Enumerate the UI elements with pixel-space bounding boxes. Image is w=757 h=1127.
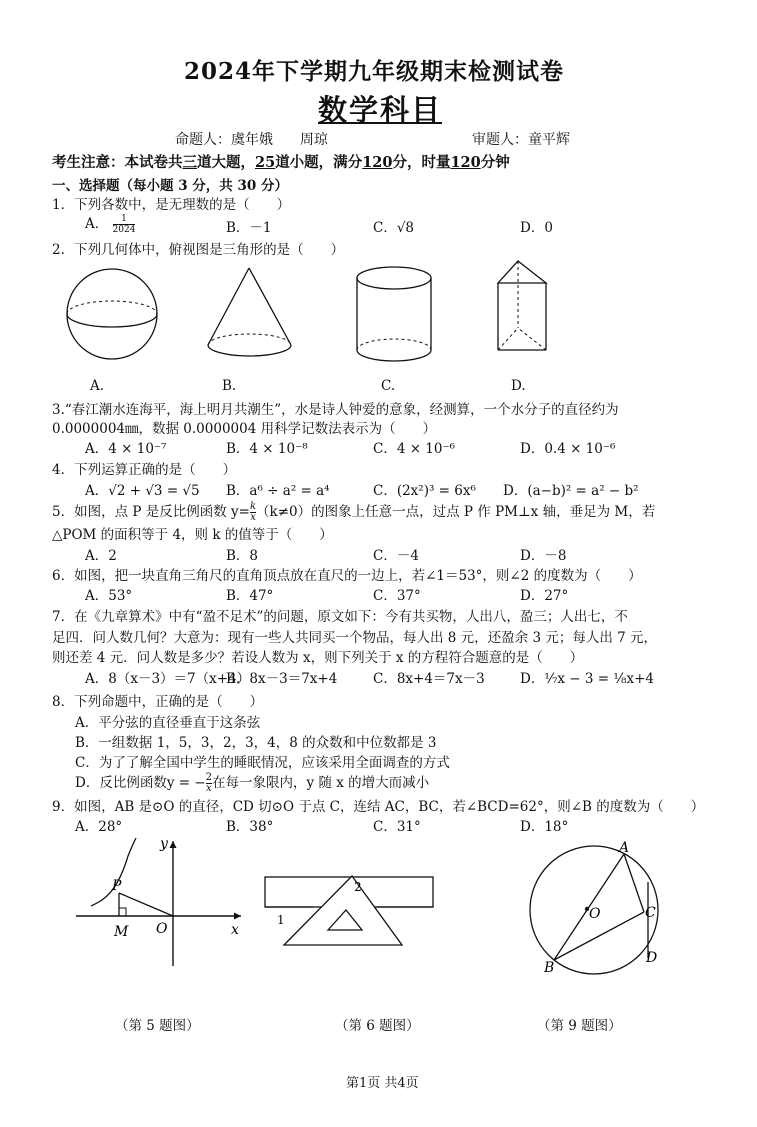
q7-line2: 足四．问人数几何？大意为：现有一些人共同买一个物品，每人出 8 元，还盈余 3 元；每人出 7 元， — [52, 630, 658, 646]
reviewer: 童平辉 — [528, 132, 570, 148]
q7-option-b: B．8x－3＝7x+4 — [226, 671, 338, 687]
notice-text: 分，时量 — [392, 154, 451, 171]
q8-d-text: D．反比例函数y = − — [75, 775, 206, 791]
fig9-label-b: B — [544, 960, 555, 976]
fraction-numerator: k — [249, 501, 257, 512]
reviewer-label: 审题人： — [472, 132, 528, 148]
fig9-label-d: D — [646, 950, 658, 966]
section-heading: 一、选择题（每小题 3 分，共 30 分） — [52, 178, 288, 194]
triangular-prism-figure — [498, 261, 558, 361]
figure-q5 — [76, 836, 256, 976]
q8-d-text: 在每一象限内，y 随 x 的增大而减小 — [212, 775, 430, 791]
q4-option-a: A．√2 + √3 = √5 — [85, 483, 200, 499]
q5-option-d: D．－8 — [520, 548, 567, 564]
author-line — [175, 129, 328, 149]
reviewer-line — [472, 129, 570, 149]
q7-line1: 7．在《九章算术》中有“盈不足术”的问题，原文如下：今有共买物，人出八，盈三；人出七，不 — [52, 609, 628, 625]
authors-label: 命题人： — [175, 132, 231, 148]
q2-option-b: B. — [222, 378, 237, 394]
q7-option-d: D．¹⁄₇x − 3 = ¹⁄₈x+4 — [520, 671, 654, 687]
author1: 虞年娥 — [231, 132, 273, 148]
fraction-numerator: 1 — [113, 214, 136, 225]
option-label: A． — [85, 216, 109, 232]
fig6-caption: （第 6 题图） — [335, 1018, 420, 1034]
q4-option-c: C．(2x²)³ = 6x⁶ — [373, 483, 476, 499]
q9-option-d: D．18° — [520, 819, 569, 835]
q5-option-c: C．－4 — [373, 548, 419, 564]
notice-sections: 三 — [182, 154, 197, 171]
fig5-label-m: M — [114, 924, 129, 940]
q2-option-c: C. — [381, 378, 396, 394]
q6-option-d: D．27° — [520, 588, 569, 604]
q3-line1: 3.“春江潮水连海平，海上明月共潮生”，水是诗人钟爱的意象，经测算，一个水分子的直径约为 — [52, 402, 619, 418]
fig5-label-y: y — [160, 836, 168, 852]
figure-q9 — [524, 842, 684, 982]
q5-option-b: B．8 — [226, 548, 259, 564]
q2-option-d: D. — [511, 378, 526, 394]
cone-figure — [208, 268, 308, 378]
fig6-angle-1: 1 — [277, 913, 285, 927]
q1-option-a — [85, 212, 135, 235]
notice-text: 道大题， — [197, 154, 255, 171]
q9-option-b: B．38° — [226, 819, 274, 835]
notice-score: 120 — [362, 154, 393, 171]
fig9-caption: （第 9 题图） — [537, 1018, 622, 1034]
sphere-figure — [66, 268, 166, 368]
q1-stem: 1．下列各数中，是无理数的是（ ） — [52, 197, 291, 213]
q2-option-a: A. — [90, 378, 105, 394]
fig5-caption: （第 5 题图） — [115, 1018, 200, 1034]
q2-stem: 2．下列几何体中，俯视图是三角形的是（ ） — [52, 242, 345, 258]
fig5-label-p: P — [112, 878, 122, 894]
fig9-label-o: O — [589, 906, 601, 922]
q3-line2: 0.0000004㎜，数据 0.0000004 用科学记数法表示为（ ） — [52, 421, 437, 437]
q7-line3: 则还差 4 元．问人数是多少？若设人数为 x，则下列关于 x 的方程符合题意的是（ ） — [52, 650, 584, 666]
subject-title: 数学科目 — [318, 93, 443, 127]
q9-option-c: C．31° — [373, 819, 421, 835]
notice-text: 道小题，满分 — [275, 154, 363, 171]
q1-option-b: B．－1 — [226, 220, 272, 236]
q5-line2: △POM 的面积等于 4，则 k 的值等于（ ） — [52, 527, 333, 543]
fig9-label-a: A — [619, 840, 630, 856]
q4-option-d: D．(a−b)² = a² − b² — [503, 483, 639, 499]
q8-option-c: C．为了了解全国中学生的睡眠情况，应该采用全面调查的方式 — [75, 755, 450, 771]
q4-stem: 4．下列运算正确的是（ ） — [52, 462, 237, 478]
notice — [52, 151, 510, 172]
q1-option-d: D．0 — [520, 220, 553, 236]
fig9-label-c: C — [645, 905, 656, 921]
q6-option-c: C．37° — [373, 588, 421, 604]
q5-option-a: A．2 — [85, 548, 117, 564]
q3-option-a: A．4 × 10⁻⁷ — [85, 441, 167, 457]
notice-text: 考生注意：本试卷共 — [52, 154, 183, 171]
fraction-denominator: 2024 — [112, 225, 136, 235]
q9-option-a: A．28° — [75, 819, 123, 835]
q7-option-c: C．8x+4＝7x－3 — [373, 671, 485, 687]
cylinder-figure — [356, 266, 446, 376]
q9-stem: 9．如图，AB 是⊙O 的直径，CD 切⊙O 于点 C，连结 AC，BC，若∠BCD=62°，则∠B 的度数为（ ） — [52, 799, 705, 815]
fig5-label-x: x — [231, 922, 239, 938]
q5-line1 — [52, 500, 655, 523]
q5-text: 5．如图，点 P 是反比例函数 y= — [52, 504, 250, 520]
q5-text: （k≠0）的图象上任意一点，过点 P 作 PM⊥x 轴，垂足为 M，若 — [256, 504, 656, 520]
q8-option-a: A．平分弦的直径垂直于这条弦 — [75, 715, 261, 731]
notice-questions: 25 — [255, 154, 276, 171]
q8-option-b: B．一组数据 1，5，3，2，3，4，8 的众数和中位数都是 3 — [75, 735, 437, 751]
page-footer: 第1页 共4页 — [346, 1076, 419, 1091]
notice-text: 分钟 — [480, 154, 510, 171]
q1-option-c: C．√8 — [373, 220, 415, 236]
fraction-denominator: x — [250, 512, 256, 523]
q4-option-b: B．a⁶ ÷ a² = a⁴ — [226, 483, 330, 499]
figure-q6 — [264, 872, 464, 972]
fraction-denominator: x — [206, 783, 212, 794]
fraction-numerator: 2 — [205, 772, 213, 783]
q3-option-c: C．4 × 10⁻⁶ — [373, 441, 456, 457]
exam-title: 2024年下学期九年级期末检测试卷 — [184, 58, 565, 85]
q3-option-b: B．4 × 10⁻⁸ — [226, 441, 308, 457]
notice-time: 120 — [450, 154, 481, 171]
fig6-angle-2: 2 — [354, 880, 362, 894]
q6-option-a: A．53° — [85, 588, 133, 604]
q6-option-b: B．47° — [226, 588, 274, 604]
q7-option-a: A．8（x－3）＝7（x+4） — [85, 671, 251, 687]
author2: 周琼 — [299, 132, 328, 148]
q3-option-d: D．0.4 × 10⁻⁶ — [520, 441, 616, 457]
fig5-label-o: O — [156, 921, 168, 937]
q8-stem: 8．下列命题中，正确的是（ ） — [52, 694, 264, 710]
q8-option-d — [75, 771, 429, 794]
q6-stem: 6．如图，把一块直角三角尺的直角顶点放在直尺的一边上，若∠1＝53°，则∠2 的度数为（ ） — [52, 568, 642, 584]
